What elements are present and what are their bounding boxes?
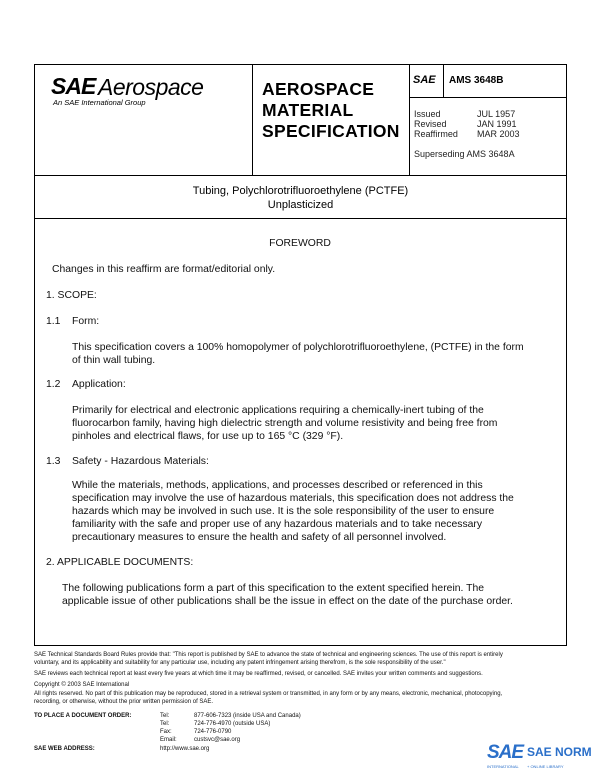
sae-logo: SAE: [51, 73, 96, 99]
superseding: Superseding AMS 3648A: [414, 149, 515, 159]
spec-title-line: SPECIFICATION: [262, 121, 400, 141]
spec-title: [262, 79, 400, 142]
issued-value: JUL 1957: [477, 109, 516, 119]
paragraph-line: Primarily for electrical and electronic applications requiring a chemically-inert tubing of the: [72, 405, 484, 416]
paragraph-line: This specification covers a 100% homopolymer of polychlorotrifluoroethylene, (PCTFE) in the form: [72, 342, 524, 353]
aerospace-logo-text: Aerospace: [98, 74, 204, 100]
paragraph-line: fluorocarbon family, having high dielectric strength and volume resistivity and being free from: [72, 418, 498, 429]
revised-label: Revised: [414, 119, 447, 129]
watermark-sub2: + ONLINE LIBRARY: [527, 764, 564, 769]
section-1-2-title: Application:: [72, 379, 126, 390]
web-value[interactable]: http://www.sae.org: [160, 746, 210, 752]
paragraph-line: familiarity with the safe and proper use of any hazardous materials and to take necessary: [72, 519, 483, 530]
divider: [252, 65, 253, 176]
paragraph-line: While the materials, methods, applications, and processes described or referenced in this: [72, 480, 483, 491]
section-1-2-number: 1.2: [46, 379, 61, 390]
foreword-heading: FOREWORD: [269, 238, 331, 249]
section-1-3-title: Safety - Hazardous Materials:: [72, 456, 209, 467]
spec-title-line: AEROSPACE: [262, 79, 375, 99]
reaffirmed-value: MAR 2003: [477, 129, 520, 139]
footer-line: SAE reviews each technical report at least every five years at which time it may be reaffirmed, revised, or cancelled. SAE invites your written comments and suggestions.: [34, 671, 483, 677]
ams-number: AMS 3648B: [449, 75, 504, 86]
paragraph-line: applicable issue of other publications shall be the issue in effect on the date of the purchase order.: [62, 596, 513, 607]
fax-label: Fax:: [160, 729, 172, 735]
reaffirmed-label: Reaffirmed: [414, 129, 458, 139]
revised-value: JAN 1991: [477, 119, 517, 129]
section-1-1-title: Form:: [72, 316, 100, 327]
watermark-norm: SAE NORM: [527, 745, 592, 759]
footer-line: All rights reserved. No part of this publication may be reproduced, stored in a retrieval system or transmitted, in any form or by any means, electronic, mechanical, photocopying,: [34, 691, 503, 697]
fax-value: 724-776-0790: [194, 729, 232, 735]
issued-label: Issued: [414, 109, 441, 119]
spec-title-line: MATERIAL: [262, 100, 354, 120]
document-title: [34, 176, 567, 219]
title-line: Unplasticized: [267, 199, 334, 211]
divider: [409, 97, 567, 98]
divider: [409, 65, 410, 176]
watermark-sae: SAE: [487, 742, 524, 763]
section-1-3-number: 1.3: [46, 456, 61, 467]
section-1-heading: 1. SCOPE:: [46, 290, 97, 301]
tel2-label: Tel:: [160, 721, 170, 727]
paragraph-line: pinholes and electrical flaws, for use up to 165 °C (329 °F).: [72, 431, 344, 442]
web-label: SAE WEB ADDRESS:: [34, 746, 95, 752]
logo-tagline: An SAE International Group: [53, 98, 146, 107]
footer-line: SAE Technical Standards Board Rules provide that: "This report is published by SAE to advance the state of technical and engineering sciences. The use of this report is entirely: [34, 652, 503, 658]
footer-line: voluntary, and its applicability and suitability for any particular use, including any patent infringement arising therefrom, is the sole responsibility of the user.": [34, 660, 446, 666]
title-line: Tubing, Polychlorotrifluoroethylene (PCTFE): [192, 185, 409, 197]
section-1-1-number: 1.1: [46, 316, 61, 327]
watermark-sub: INTERNATIONAL: [487, 764, 519, 769]
tel-label: Tel:: [160, 713, 170, 719]
section-2-heading: 2. APPLICABLE DOCUMENTS:: [46, 557, 194, 568]
divider: [443, 65, 444, 97]
changes-note: Changes in this reaffirm are format/editorial only.: [52, 264, 276, 275]
tel-value: 877-606-7323 (inside USA and Canada): [194, 713, 301, 719]
header-box: [34, 64, 567, 176]
paragraph-line: precautionary measures to ensure the health and safety of all personnel involved.: [72, 532, 447, 543]
order-label: TO PLACE A DOCUMENT ORDER:: [34, 713, 132, 719]
tel2-value: 724-776-4970 (outside USA): [194, 721, 271, 727]
paragraph-line: of thin wall tubing.: [72, 355, 156, 366]
footer-line: Copyright © 2003 SAE International: [34, 682, 130, 688]
email-value[interactable]: custsvc@sae.org: [194, 737, 241, 743]
paragraph-line: The following publications form a part of this specification to the extent specified herein. The: [62, 583, 485, 594]
email-label: Email:: [160, 737, 177, 743]
paragraph-line: hazards which may be involved in such use. It is the sole responsibility of the user to ensure: [72, 506, 495, 517]
sae-mini-logo: SAE: [413, 74, 436, 86]
footer-line: recording, or otherwise, without the prior written permission of SAE.: [34, 699, 214, 705]
paragraph-line: specification may involve the use of hazardous materials, this specification does not address the: [72, 493, 514, 504]
